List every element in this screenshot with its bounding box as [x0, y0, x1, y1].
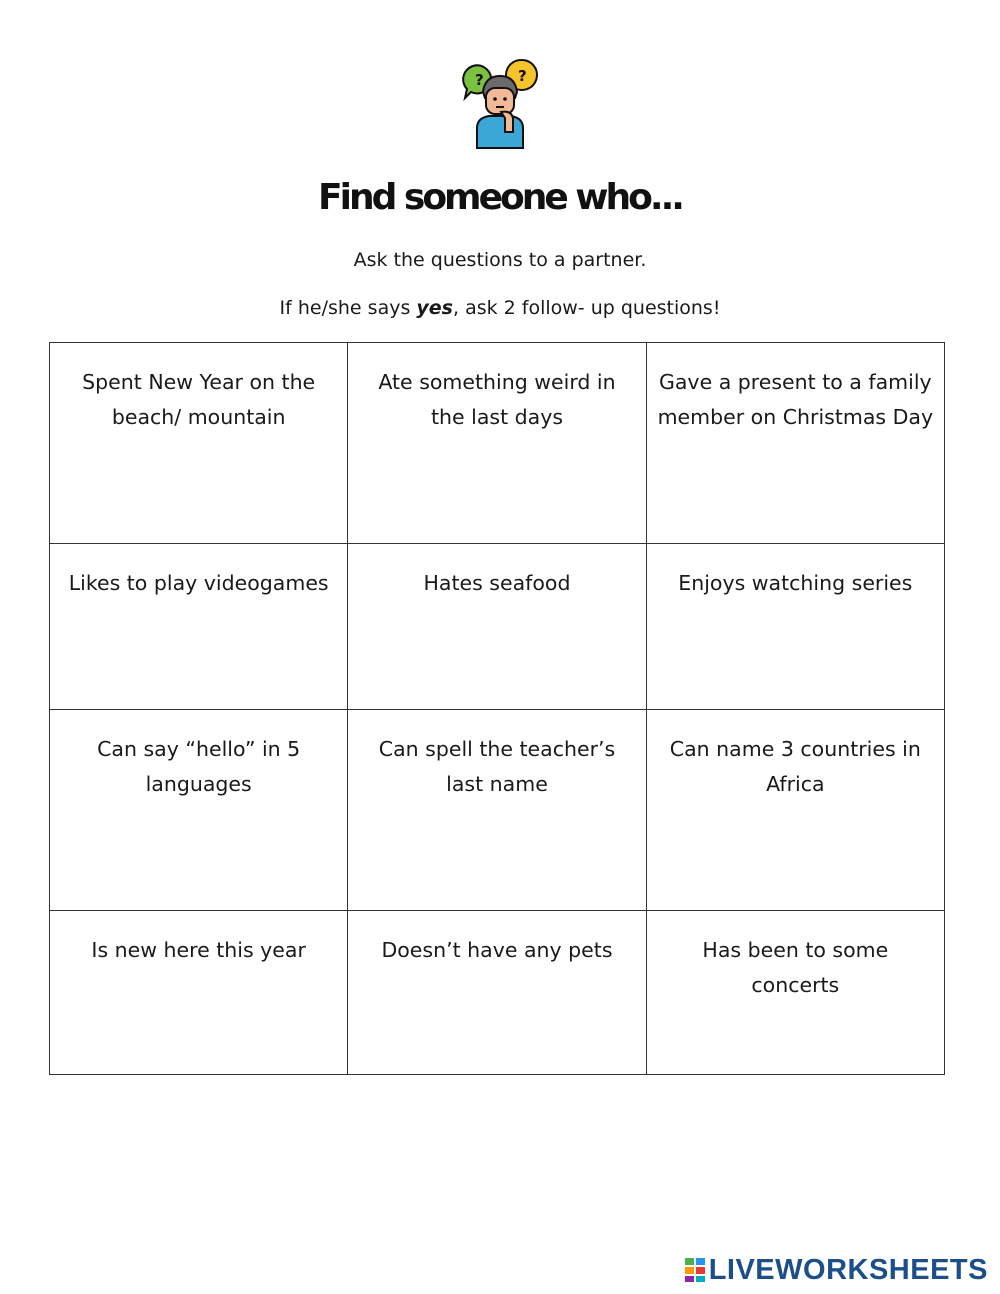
liveworksheets-brand — [684, 1252, 988, 1288]
grid-cell: Hates seafood — [348, 544, 646, 710]
grid-cell: Can say “hello” in 5 languages — [50, 710, 348, 911]
find-someone-grid — [49, 342, 945, 1075]
instruction-line-2 — [0, 295, 1000, 321]
grid-cell: Likes to play videogames — [50, 544, 348, 710]
liveworksheets-logo-icon — [684, 1257, 706, 1283]
grid-cell: Gave a present to a family member on Christmas Day — [646, 343, 944, 544]
instruction-text-before: If he/she says — [279, 297, 417, 319]
instruction-text-after: , ask 2 follow- up questions! — [452, 297, 721, 319]
grid-cell: Can name 3 countries in Africa — [646, 710, 944, 911]
grid-cell: Doesn’t have any pets — [348, 911, 646, 1075]
instruction-line-1: Ask the questions to a partner. — [353, 249, 647, 271]
grid-cell: Enjoys watching series — [646, 544, 944, 710]
grid-cell: Has been to some concerts — [646, 911, 944, 1075]
grid-row — [50, 911, 945, 1075]
grid-cell: Spent New Year on the beach/ mountain — [50, 343, 348, 544]
svg-text:?: ? — [518, 67, 527, 85]
grid-cell: Is new here this year — [50, 911, 348, 1075]
grid-cell: Ate something weird in the last days — [348, 343, 646, 544]
grid-row — [50, 343, 945, 544]
page-title: Find someone who... — [318, 177, 682, 218]
thinking-person-icon — [455, 56, 545, 150]
grid-row — [50, 544, 945, 710]
brand-name: LIVEWORKSHEETS — [708, 1253, 988, 1286]
grid-cell: Can spell the teacher’s last name — [348, 710, 646, 911]
svg-text:?: ? — [475, 71, 484, 89]
grid-row — [50, 710, 945, 911]
instruction-emphasis: yes — [416, 297, 453, 319]
